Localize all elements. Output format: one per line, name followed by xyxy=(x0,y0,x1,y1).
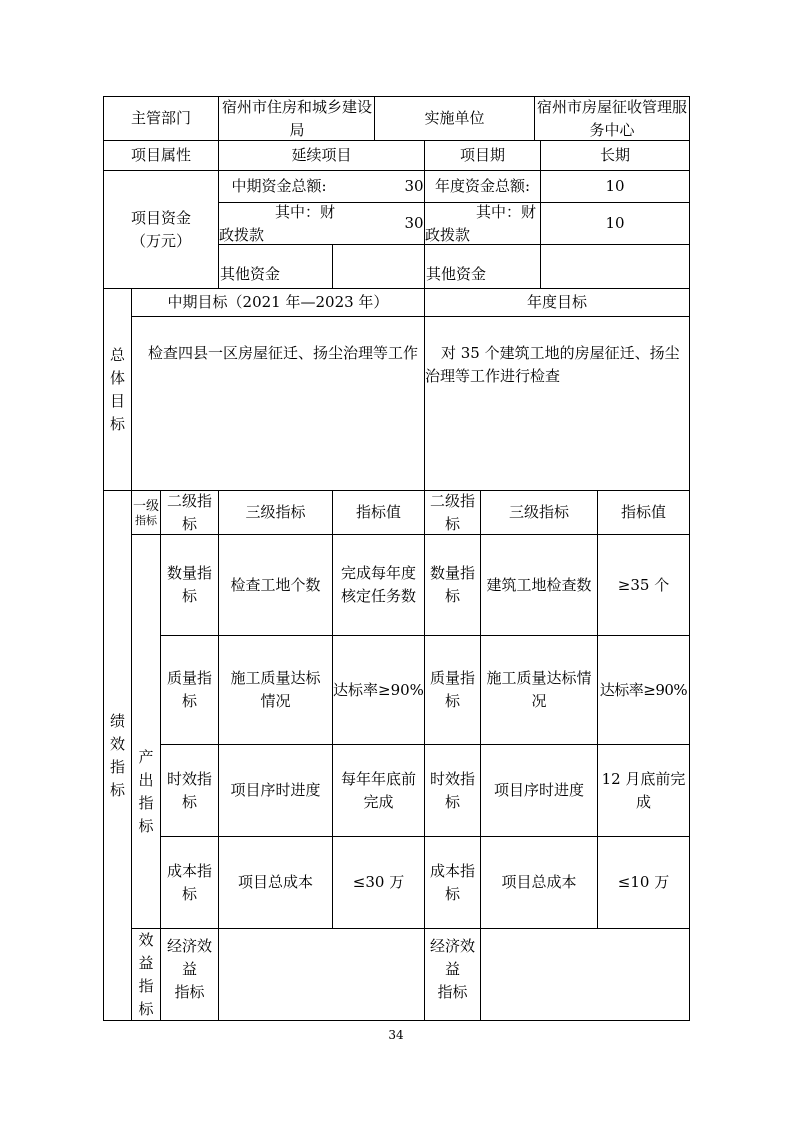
annual-level2-indicator-header xyxy=(425,491,480,534)
quality-level3-line2: 情况 xyxy=(260,692,291,710)
mid-term-goal-header: 中期目标（2021 年—2023 年） xyxy=(167,293,389,311)
economic-benefit-label xyxy=(161,935,218,1010)
cost-value: ≤30 万 xyxy=(352,873,405,891)
annual-timeliness-value-line2: 成 xyxy=(635,792,651,811)
annual-cost-value: ≤10 万 xyxy=(617,873,670,891)
annual-quality-indicator-label xyxy=(425,636,480,744)
mid-term-fiscal-label-line1: 其中：财 xyxy=(274,202,335,221)
level2-indicator-header xyxy=(161,491,218,534)
benefit-char: 指 xyxy=(138,976,154,995)
mid-term-goal-text: 检查四县一区房屋征迁、扬尘治理等工作 xyxy=(148,344,419,362)
benefit-char: 益 xyxy=(138,953,154,972)
annual-quantity-value: ≥35 个 xyxy=(617,575,670,594)
annual-fiscal-label-line2: 政拨款 xyxy=(425,225,471,244)
mid-term-total-label: 中期资金总额: xyxy=(231,177,327,195)
cost-level3: 项目总成本 xyxy=(237,873,313,891)
project-funds-label-line1: 项目资金 xyxy=(130,208,191,227)
project-funds-label-line2: （万元） xyxy=(130,231,191,250)
annual-quantity-label-line1: 数量指 xyxy=(429,564,475,582)
quality-level3-line1: 施工质量达标 xyxy=(230,669,321,687)
annual-economic-benefit-line3: 指标 xyxy=(437,983,468,1001)
annual-timeliness-label-line1: 时效指 xyxy=(429,769,475,788)
annual-other-funds-label: 其他资金 xyxy=(426,264,487,283)
quantity-indicator-label xyxy=(161,535,218,635)
timeliness-value-line1: 每年年底前 xyxy=(340,769,416,788)
annual-timeliness-label-line2: 标 xyxy=(444,792,460,811)
output-char: 指 xyxy=(138,793,154,812)
output-char: 产 xyxy=(138,747,154,766)
annual-total-value: 10 xyxy=(605,177,625,195)
annual-level2-header-line1: 二级指 xyxy=(429,491,475,510)
overall-goals-char: 体 xyxy=(109,368,125,387)
annual-cost-label-line2: 标 xyxy=(444,884,460,903)
performance-indicators-label xyxy=(104,491,131,1020)
annual-quantity-indicator-label xyxy=(425,535,480,635)
supervisor-value: 宿州市住房和城乡建设局 xyxy=(222,97,373,139)
annual-economic-benefit-line1: 经济效 xyxy=(429,937,475,955)
performance-char: 绩 xyxy=(109,711,125,730)
output-char: 出 xyxy=(138,770,154,789)
implementing-unit-label: 实施单位 xyxy=(424,109,485,127)
benefit-char: 标 xyxy=(138,999,154,1018)
annual-quality-level3-line2: 况 xyxy=(531,692,547,710)
output-indicators-label xyxy=(132,535,160,928)
annual-economic-benefit-label xyxy=(425,935,480,1010)
quantity-label-line2: 标 xyxy=(181,587,197,605)
level2-header-line1: 二级指 xyxy=(166,491,212,510)
performance-char: 指 xyxy=(109,757,125,776)
annual-cost-indicator-label xyxy=(425,837,480,928)
benefit-indicators-label xyxy=(132,929,160,1020)
mid-term-other-funds-label: 其他资金 xyxy=(220,264,281,283)
quality-label-line1: 质量指 xyxy=(166,669,212,687)
mid-term-total-value: 30 xyxy=(404,177,424,195)
annual-timeliness-value xyxy=(598,745,689,836)
level1-header-line1: 一级 xyxy=(132,498,159,514)
annual-quality-level3 xyxy=(481,636,597,744)
quantity-value xyxy=(333,535,424,635)
annual-level2-header-line2: 标 xyxy=(444,514,460,533)
implementing-unit-value: 宿州市房屋征收管理服务中心 xyxy=(537,97,688,139)
quantity-level3: 检查工地个数 xyxy=(230,575,321,594)
timeliness-value-line2: 完成 xyxy=(363,792,394,811)
annual-quality-label-line1: 质量指 xyxy=(429,669,475,687)
annual-timeliness-value-line1: 12 月底前完 xyxy=(601,769,686,788)
mid-term-fiscal-label-line2: 政拨款 xyxy=(219,225,265,244)
timeliness-value xyxy=(333,745,424,836)
annual-quantity-label-line2: 标 xyxy=(444,587,460,605)
annual-goal-text: 对 35 个建筑工地的房屋征迁、扬尘治理等工作进行检查 xyxy=(425,344,680,385)
level3-indicator-header: 三级指标 xyxy=(245,503,306,521)
annual-indicator-value-header: 指标值 xyxy=(620,503,666,521)
performance-char: 效 xyxy=(109,734,125,753)
economic-benefit-line2: 益 xyxy=(181,960,197,978)
quality-level3 xyxy=(219,636,332,744)
level1-indicator-header xyxy=(132,491,160,534)
overall-goals-char: 标 xyxy=(109,414,125,433)
quality-value: 达标率≥90% xyxy=(333,680,424,699)
annual-fiscal-label-line1: 其中：财 xyxy=(475,202,536,221)
output-char: 标 xyxy=(138,816,154,835)
supervisor-label: 主管部门 xyxy=(130,109,191,127)
timeliness-level3: 项目序时进度 xyxy=(230,781,321,799)
indicator-value-header: 指标值 xyxy=(355,503,401,521)
page-number: 34 xyxy=(388,1027,404,1042)
cost-label-line1: 成本指 xyxy=(166,861,212,880)
timeliness-indicator-label xyxy=(161,745,218,836)
annual-economic-benefit-line2: 益 xyxy=(444,960,460,978)
economic-benefit-line3: 指标 xyxy=(174,983,205,1001)
annual-timeliness-indicator-label xyxy=(425,745,480,836)
project-funds-label xyxy=(104,171,218,288)
level1-header-line2: 指标 xyxy=(135,513,157,527)
benefit-char: 效 xyxy=(138,930,154,949)
timeliness-label-line2: 标 xyxy=(181,792,197,811)
overall-goals-char: 总 xyxy=(109,345,125,364)
performance-char: 标 xyxy=(109,780,125,799)
project-attribute-label: 项目属性 xyxy=(130,146,191,164)
cost-indicator-label xyxy=(161,837,218,928)
overall-goals-label xyxy=(104,289,131,490)
annual-quality-level3-line1: 施工质量达标情 xyxy=(486,669,592,687)
annual-cost-label-line1: 成本指 xyxy=(429,861,475,880)
cost-label-line2: 标 xyxy=(181,884,197,903)
quantity-label-line1: 数量指 xyxy=(166,564,212,582)
mid-term-fiscal-label xyxy=(219,203,339,244)
timeliness-label-line1: 时效指 xyxy=(166,769,212,788)
quality-label-line2: 标 xyxy=(181,692,197,710)
level2-header-line2: 标 xyxy=(181,514,197,533)
project-period-label: 项目期 xyxy=(459,146,505,164)
quantity-value-line2: 核定任务数 xyxy=(340,587,416,605)
annual-level3-indicator-header: 三级指标 xyxy=(508,503,569,521)
economic-benefit-line1: 经济效 xyxy=(166,937,212,955)
mid-term-fiscal-value: 30 xyxy=(404,214,424,232)
annual-quality-label-line2: 标 xyxy=(444,692,460,710)
annual-goal-header: 年度目标 xyxy=(526,293,587,311)
project-attribute-value: 延续项目 xyxy=(291,146,352,164)
annual-quantity-level3: 建筑工地检查数 xyxy=(486,575,592,594)
overall-goals-char: 目 xyxy=(109,391,125,410)
annual-quality-value: 达标率≥90% xyxy=(599,680,688,699)
annual-fiscal-label xyxy=(425,203,540,244)
annual-total-label: 年度资金总额: xyxy=(434,177,531,195)
quantity-value-line1: 完成每年度 xyxy=(340,564,416,582)
quality-indicator-label xyxy=(161,636,218,744)
annual-timeliness-level3: 项目序时进度 xyxy=(493,781,584,799)
annual-cost-level3: 项目总成本 xyxy=(501,873,577,891)
annual-fiscal-value: 10 xyxy=(605,214,625,232)
project-period-value: 长期 xyxy=(599,146,630,164)
